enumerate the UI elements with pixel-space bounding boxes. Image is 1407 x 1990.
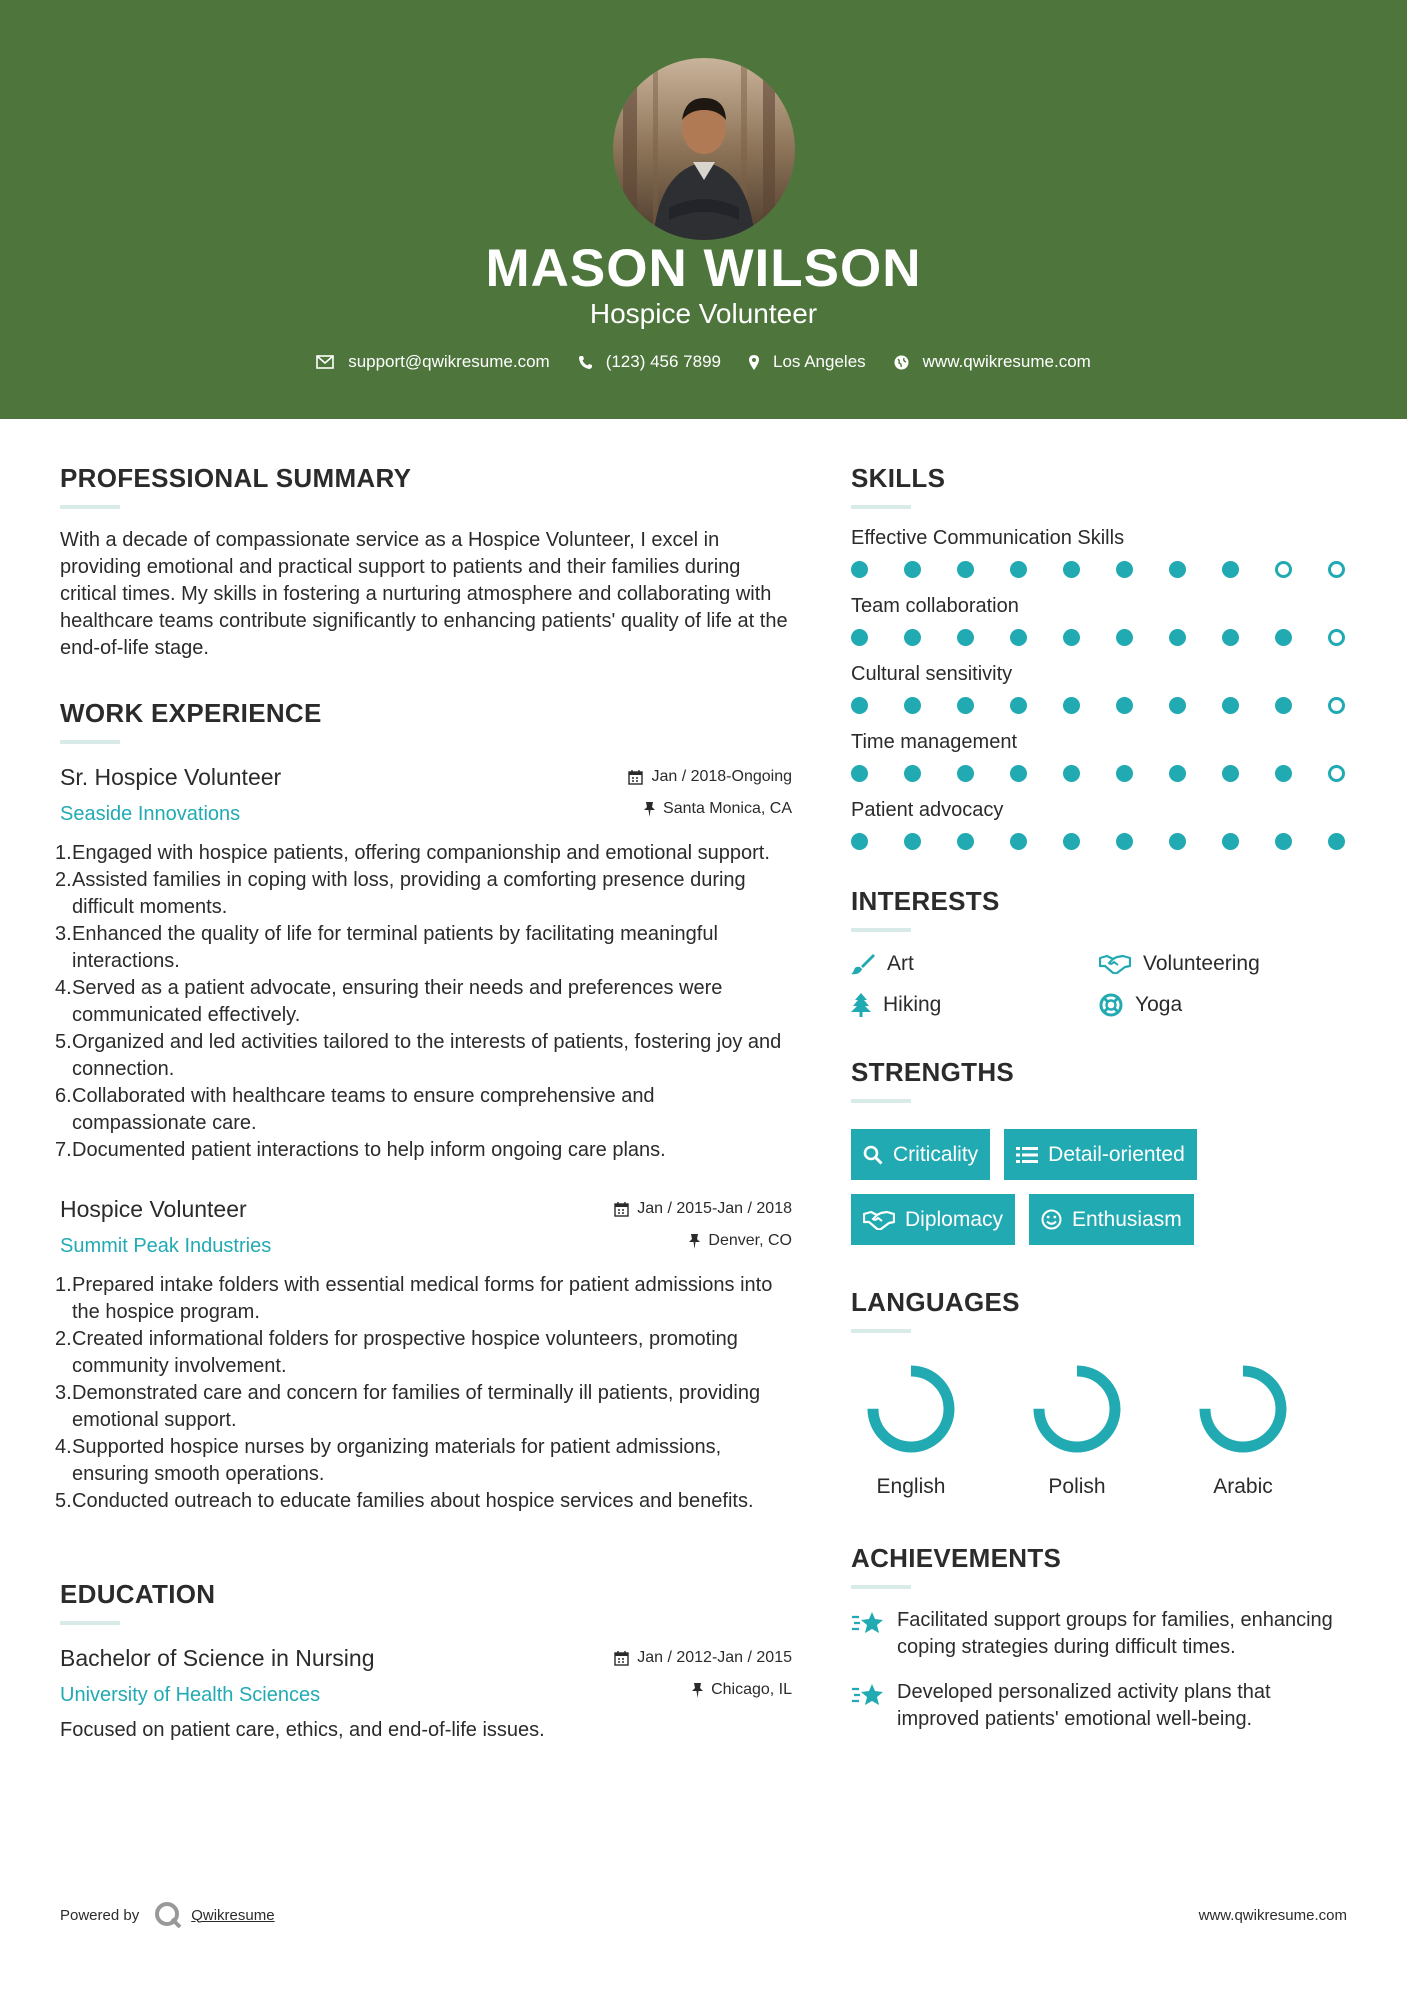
interest-item: Hiking xyxy=(851,993,1099,1017)
rating-dot-filled xyxy=(1328,833,1345,850)
interests-list xyxy=(851,952,1351,1017)
language-name: English xyxy=(876,1475,946,1498)
rating-dot-filled xyxy=(1222,765,1239,782)
rating-dot-filled xyxy=(851,629,868,646)
education-date-text: Jan / 2012-Jan / 2015 xyxy=(637,1649,792,1666)
rating-dot-filled xyxy=(1063,833,1080,850)
rating-dot-filled xyxy=(1063,765,1080,782)
contact-bar xyxy=(0,352,1407,372)
rating-dot-filled xyxy=(957,697,974,714)
pushpin-icon xyxy=(689,1234,700,1249)
job-entry xyxy=(55,1196,792,1515)
contact-email-text: support@qwikresume.com xyxy=(348,352,550,371)
company-name: Summit Peak Industries xyxy=(60,1235,272,1257)
footer-powered-by xyxy=(60,1900,275,1930)
list-icon xyxy=(1016,1146,1038,1164)
rating-dot-filled xyxy=(1116,561,1133,578)
rating-dot-filled xyxy=(904,629,921,646)
rating-dot-filled xyxy=(1275,765,1292,782)
rating-dot-filled xyxy=(851,833,868,850)
rating-dot-empty xyxy=(1328,765,1345,782)
strength-tag: Detail-oriented xyxy=(1004,1129,1197,1180)
contact-website-text: www.qwikresume.com xyxy=(922,352,1091,371)
brand-link[interactable]: Qwikresume xyxy=(191,1906,275,1924)
rating-dot-empty xyxy=(1328,561,1345,578)
proficiency-arc xyxy=(1205,1371,1281,1447)
section-title: LANGUAGES xyxy=(851,1287,1020,1317)
job-title: Hospice Volunteer xyxy=(60,1196,247,1222)
duty-list xyxy=(55,840,792,1164)
rating-dot-filled xyxy=(1116,833,1133,850)
skill-rating xyxy=(851,561,1351,578)
skill-name: Patient advocacy xyxy=(851,799,1004,821)
section-divider xyxy=(851,505,911,509)
summary-section xyxy=(60,463,792,662)
rating-dot-filled xyxy=(957,765,974,782)
rating-dot-filled xyxy=(1010,629,1027,646)
language-proficiency-ring xyxy=(859,1357,963,1461)
tree-icon xyxy=(851,993,871,1017)
contact-phone[interactable] xyxy=(578,352,721,372)
list-item: 4. Served as a patient advocate, ensuring their needs and preferences were communicated effectively. xyxy=(55,977,723,1026)
education-location-text: Chicago, IL xyxy=(711,1681,792,1698)
candidate-name: MASON WILSON xyxy=(485,239,922,298)
rating-dot-empty xyxy=(1328,697,1345,714)
section-divider xyxy=(60,740,120,744)
strengths-list xyxy=(851,1129,1271,1259)
skill-item xyxy=(851,731,1351,782)
sidebar-column xyxy=(851,463,1351,1733)
footer-website[interactable]: www.qwikresume.com xyxy=(1198,1907,1347,1924)
handshake-icon xyxy=(1099,954,1131,974)
job-location-text: Santa Monica, CA xyxy=(663,800,792,817)
rating-dot-filled xyxy=(1275,697,1292,714)
list-item: 6. Collaborated with healthcare teams to ensure comprehensive and compassionate care. xyxy=(55,1085,655,1134)
language-item xyxy=(1017,1357,1183,1499)
skill-rating xyxy=(851,833,1351,850)
list-item: 4. Supported hospice nurses by organizing materials for patient admissions, ensuring smooth operations. xyxy=(55,1436,722,1485)
rating-dot-filled xyxy=(1222,833,1239,850)
candidate-job-title: Hospice Volunteer xyxy=(589,298,818,329)
section-divider xyxy=(60,505,120,509)
list-item: 1. Engaged with hospice patients, offering companionship and emotional support. xyxy=(55,842,770,864)
section-divider xyxy=(851,1329,911,1333)
job-date-text: Jan / 2015-Jan / 2018 xyxy=(637,1200,792,1217)
skill-rating xyxy=(851,697,1351,714)
proficiency-arc xyxy=(873,1371,949,1447)
rating-dot-filled xyxy=(957,629,974,646)
rating-dot-filled xyxy=(1010,697,1027,714)
rating-dot-filled xyxy=(904,697,921,714)
rating-dot-filled xyxy=(1222,697,1239,714)
company-name: Seaside Innovations xyxy=(60,803,241,825)
list-item: 5. Conducted outreach to educate families about hospice services and benefits. xyxy=(55,1490,754,1512)
rating-dot-filled xyxy=(904,561,921,578)
qwikresume-logo-icon xyxy=(153,1900,185,1930)
duty-list xyxy=(55,1272,792,1515)
interests-section xyxy=(851,886,1351,1017)
contact-email[interactable] xyxy=(316,352,550,372)
summary-text: With a decade of compassionate service as a Hospice Volunteer, I excel in providing emotional and practical support to patients and their families during critical times. My skills in fostering a nurturing atmosphere and collaborating with healthcare teams contribute significantly to enhancing patients' quality of life at the end-of-life stage. xyxy=(60,529,788,659)
job-location-text: Denver, CO xyxy=(708,1232,792,1249)
skill-rating xyxy=(851,629,1351,646)
rating-dot-filled xyxy=(1010,833,1027,850)
list-item: 3. Enhanced the quality of life for terminal patients by facilitating meaningful interactions. xyxy=(55,923,718,972)
rating-dot-filled xyxy=(1169,561,1186,578)
skills-section xyxy=(851,463,1351,850)
strengths-section xyxy=(851,1057,1351,1259)
rating-dot-filled xyxy=(1116,697,1133,714)
education-date xyxy=(614,1649,792,1667)
section-title: PROFESSIONAL SUMMARY xyxy=(60,463,412,493)
rating-dot-filled xyxy=(1222,629,1239,646)
contact-location-text: Los Angeles xyxy=(773,352,866,371)
rating-dot-filled xyxy=(1063,629,1080,646)
skills-list xyxy=(851,527,1351,850)
life-ring-icon xyxy=(1099,993,1123,1017)
rating-dot-filled xyxy=(1010,765,1027,782)
rating-dot-filled xyxy=(904,765,921,782)
contact-location xyxy=(749,352,866,372)
rating-dot-filled xyxy=(957,561,974,578)
list-item: 5. Organized and led activities tailored to the interests of patients, fostering joy and connection. xyxy=(55,1031,782,1080)
job-date xyxy=(614,1200,792,1218)
skill-rating xyxy=(851,765,1351,782)
smile-icon xyxy=(1041,1209,1062,1230)
rating-dot-filled xyxy=(904,833,921,850)
pushpin-icon xyxy=(692,1683,703,1698)
powered-by-label: Powered by xyxy=(60,1906,140,1924)
language-proficiency-ring xyxy=(1191,1357,1295,1461)
handshake-icon xyxy=(863,1210,895,1230)
shooting-star-icon xyxy=(851,1681,885,1709)
rating-dot-filled xyxy=(851,697,868,714)
paintbrush-icon xyxy=(851,953,875,975)
section-title: INTERESTS xyxy=(851,886,1000,916)
job-entry xyxy=(55,764,792,1164)
skill-name: Time management xyxy=(851,731,1017,753)
rating-dot-filled xyxy=(1063,561,1080,578)
section-title: EDUCATION xyxy=(60,1579,216,1609)
section-divider xyxy=(851,928,911,932)
list-item: 7. Documented patient interactions to help inform ongoing care plans. xyxy=(55,1139,666,1161)
section-title: SKILLS xyxy=(851,463,946,493)
language-proficiency-ring xyxy=(1025,1357,1129,1461)
school-name: University of Health Sciences xyxy=(60,1684,321,1706)
language-name: Polish xyxy=(1048,1475,1106,1498)
interest-item: Volunteering xyxy=(1099,952,1339,976)
skill-name: Cultural sensitivity xyxy=(851,663,1013,685)
rating-dot-filled xyxy=(1275,629,1292,646)
rating-dot-filled xyxy=(1169,629,1186,646)
shooting-star-icon xyxy=(851,1609,885,1637)
education-location xyxy=(692,1681,792,1699)
rating-dot-filled xyxy=(1169,697,1186,714)
skill-name: Team collaboration xyxy=(851,595,1019,617)
rating-dot-filled xyxy=(1222,561,1239,578)
rating-dot-filled xyxy=(1116,765,1133,782)
list-item: 3. Demonstrated care and concern for families of terminally ill patients, providing emotional support. xyxy=(55,1382,761,1431)
strength-tag: Enthusiasm xyxy=(1029,1194,1194,1245)
rating-dot-filled xyxy=(1010,561,1027,578)
contact-website[interactable] xyxy=(894,352,1091,372)
rating-dot-filled xyxy=(957,833,974,850)
achievements-section xyxy=(851,1543,1351,1733)
languages-section xyxy=(851,1287,1351,1499)
languages-list xyxy=(851,1357,1351,1499)
strength-tag: Diplomacy xyxy=(851,1194,1015,1245)
calendar-icon xyxy=(628,770,643,785)
skill-item xyxy=(851,663,1351,714)
language-item xyxy=(1183,1357,1349,1499)
interest-item: Art xyxy=(851,952,1099,976)
map-marker-icon xyxy=(749,355,759,370)
list-item: 2. Created informational folders for prospective hospice volunteers, promoting community involvement. xyxy=(55,1328,738,1377)
proficiency-arc xyxy=(1039,1371,1115,1447)
degree-title: Bachelor of Science in Nursing xyxy=(60,1645,375,1671)
interest-item: Yoga xyxy=(1099,993,1339,1017)
envelope-icon xyxy=(316,355,334,369)
resume-header xyxy=(0,0,1407,419)
education-entry xyxy=(60,1645,792,1744)
pushpin-icon xyxy=(644,802,655,817)
list-item: 2. Assisted families in coping with loss, providing a comforting presence during difficult moments. xyxy=(55,869,746,918)
job-location xyxy=(644,800,792,818)
rating-dot-filled xyxy=(1275,833,1292,850)
main-column xyxy=(55,463,792,1744)
calendar-icon xyxy=(614,1651,629,1666)
rating-dot-empty xyxy=(1328,629,1345,646)
rating-dot-filled xyxy=(1169,765,1186,782)
language-item xyxy=(851,1357,1017,1499)
section-divider xyxy=(851,1585,911,1589)
phone-icon xyxy=(578,355,592,370)
job-date xyxy=(628,768,792,786)
rating-dot-filled xyxy=(1169,833,1186,850)
rating-dot-filled xyxy=(1063,697,1080,714)
rating-dot-filled xyxy=(851,561,868,578)
section-divider xyxy=(60,1621,120,1625)
skill-name: Effective Communication Skills xyxy=(851,527,1125,549)
search-icon xyxy=(863,1145,883,1165)
list-item: 1. Prepared intake folders with essential medical forms for patient admissions into the hospice program. xyxy=(55,1274,773,1323)
language-name: Arabic xyxy=(1213,1475,1273,1498)
globe-icon xyxy=(894,355,909,370)
avatar xyxy=(613,58,795,240)
rating-dot-filled xyxy=(851,765,868,782)
section-title: ACHIEVEMENTS xyxy=(851,1543,1062,1573)
education-description: Focused on patient care, ethics, and end-of-life issues. xyxy=(60,1719,545,1741)
job-date-text: Jan / 2018-Ongoing xyxy=(651,768,792,785)
experience-section xyxy=(55,698,792,1515)
job-title: Sr. Hospice Volunteer xyxy=(60,764,282,790)
rating-dot-filled xyxy=(1116,629,1133,646)
achievement-item: Facilitated support groups for families, enhancing coping strategies during difficult times. xyxy=(851,1607,1351,1661)
achievement-item: Developed personalized activity plans that improved patients' emotional well-being. xyxy=(851,1679,1351,1733)
contact-phone-text: (123) 456 7899 xyxy=(605,352,722,371)
section-title: STRENGTHS xyxy=(851,1057,1015,1087)
rating-dot-empty xyxy=(1275,561,1292,578)
job-location xyxy=(689,1232,792,1250)
skill-item xyxy=(851,527,1351,578)
skill-item xyxy=(851,799,1351,850)
skill-item xyxy=(851,595,1351,646)
calendar-icon xyxy=(614,1202,629,1217)
strength-tag: Criticality xyxy=(851,1129,990,1180)
education-section xyxy=(60,1579,792,1744)
section-title: WORK EXPERIENCE xyxy=(60,698,322,728)
section-divider xyxy=(851,1099,911,1103)
